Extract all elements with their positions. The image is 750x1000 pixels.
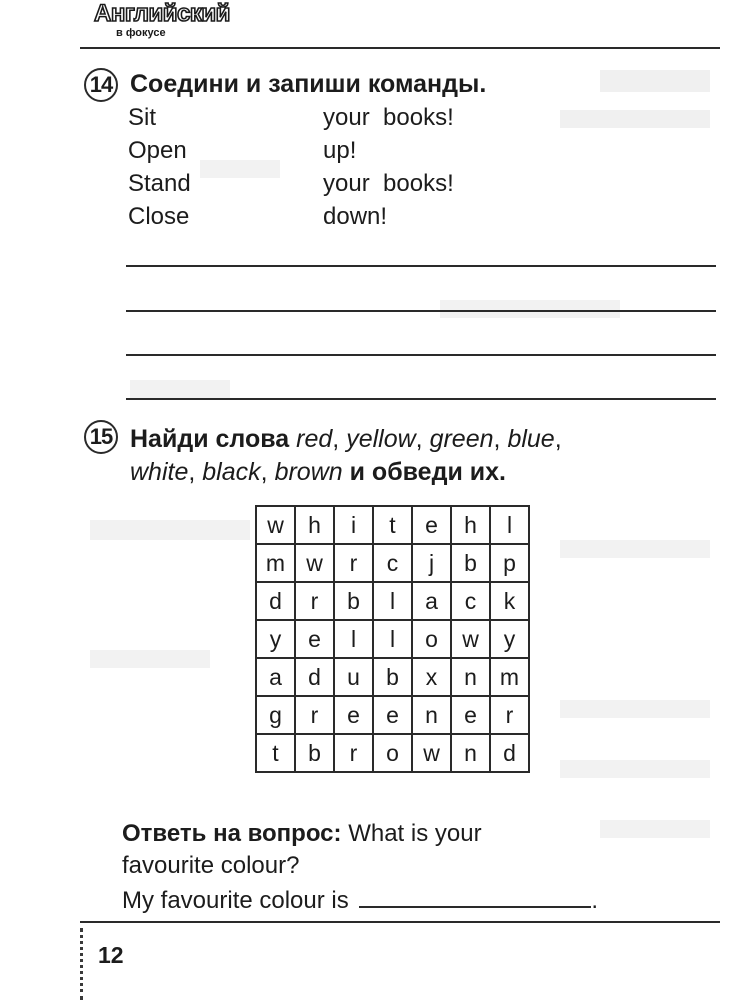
grid-cell[interactable]: e	[334, 696, 373, 734]
grid-cell[interactable]: i	[334, 506, 373, 544]
match-left-word: Stand	[128, 170, 191, 197]
grid-cell[interactable]: o	[412, 620, 451, 658]
header-divider	[80, 47, 720, 49]
grid-cell[interactable]: m	[256, 544, 295, 582]
exercise-14-title: Соедини и запиши команды.	[130, 70, 487, 98]
answer-end: .	[591, 887, 599, 914]
word-search-grid	[255, 505, 530, 773]
grid-cell[interactable]: n	[451, 734, 490, 772]
grid-row	[256, 582, 529, 620]
grid-cell[interactable]: n	[412, 696, 451, 734]
grid-cell[interactable]: l	[334, 620, 373, 658]
match-right-word: up!	[323, 137, 357, 164]
answer-write-line[interactable]	[126, 354, 716, 356]
grid-cell[interactable]: t	[373, 506, 412, 544]
grid-cell[interactable]: d	[256, 582, 295, 620]
grid-cell[interactable]: c	[451, 582, 490, 620]
grid-cell[interactable]: g	[256, 696, 295, 734]
match-right-word: your books!	[323, 170, 454, 197]
match-left-word: Sit	[128, 104, 157, 131]
grid-cell[interactable]: h	[295, 506, 334, 544]
grid-cell[interactable]: r	[334, 544, 373, 582]
grid-cell[interactable]: o	[373, 734, 412, 772]
answer-write-line[interactable]	[126, 310, 716, 312]
grid-cell[interactable]: a	[412, 582, 451, 620]
page-number: 12	[98, 942, 124, 968]
grid-cell[interactable]: j	[412, 544, 451, 582]
grid-cell[interactable]: w	[451, 620, 490, 658]
question-line-2: favourite colour?	[122, 852, 300, 879]
grid-cell[interactable]: e	[295, 620, 334, 658]
logo-subtitle: в фокусе	[116, 27, 166, 39]
grid-cell[interactable]: w	[412, 734, 451, 772]
grid-cell[interactable]: u	[334, 658, 373, 696]
grid-cell[interactable]: h	[451, 506, 490, 544]
grid-cell[interactable]: b	[334, 582, 373, 620]
grid-cell[interactable]: b	[373, 658, 412, 696]
grid-cell[interactable]: k	[490, 582, 529, 620]
grid-cell[interactable]: d	[295, 658, 334, 696]
exercise-15-number: 15	[84, 420, 118, 454]
answer-write-line[interactable]	[126, 265, 716, 267]
question-line-1	[122, 818, 482, 850]
exercise-15-instruction-line-1: Найди слова red, yellow, green, blue,	[130, 425, 562, 453]
grid-cell[interactable]: t	[256, 734, 295, 772]
grid-cell[interactable]: m	[490, 658, 529, 696]
grid-cell[interactable]: x	[412, 658, 451, 696]
grid-cell[interactable]: w	[295, 544, 334, 582]
grid-cell[interactable]: r	[490, 696, 529, 734]
grid-row	[256, 506, 529, 544]
logo-title: Английский	[94, 0, 230, 27]
instruction-lead: Найди слова	[130, 425, 290, 453]
grid-cell[interactable]: l	[373, 582, 412, 620]
series-logo	[94, 0, 230, 44]
match-right-word: your books!	[323, 104, 454, 131]
match-left-word: Open	[128, 137, 187, 164]
grid-cell[interactable]: b	[295, 734, 334, 772]
grid-cell[interactable]: d	[490, 734, 529, 772]
grid-cell[interactable]: e	[412, 506, 451, 544]
answer-write-line[interactable]	[126, 398, 716, 400]
match-left-word: Close	[128, 203, 190, 230]
grid-cell[interactable]: r	[334, 734, 373, 772]
target-word: green	[429, 425, 494, 453]
match-right-word: down!	[323, 203, 388, 230]
exercise-14-number: 14	[84, 68, 118, 102]
question-label: Ответь на вопрос:	[122, 820, 342, 847]
grid-cell[interactable]: y	[490, 620, 529, 658]
grid-row	[256, 734, 529, 772]
grid-cell[interactable]: c	[373, 544, 412, 582]
target-word: red	[296, 425, 333, 453]
grid-cell[interactable]: w	[256, 506, 295, 544]
grid-cell[interactable]: e	[373, 696, 412, 734]
grid-cell[interactable]: l	[490, 506, 529, 544]
grid-cell[interactable]: r	[295, 582, 334, 620]
target-word: brown	[274, 458, 343, 486]
grid-row	[256, 620, 529, 658]
grid-cell[interactable]: e	[451, 696, 490, 734]
answer-blank[interactable]	[359, 884, 591, 908]
grid-row	[256, 544, 529, 582]
grid-cell[interactable]: b	[451, 544, 490, 582]
target-word: yellow	[346, 425, 416, 453]
exercise-15-instruction-line-2: white, black, brown и обведи их.	[130, 458, 506, 486]
grid-cell[interactable]: y	[256, 620, 295, 658]
answer-line	[122, 884, 598, 917]
answer-prefix: My favourite colour is	[122, 887, 349, 914]
grid-cell[interactable]: p	[490, 544, 529, 582]
instruction-tail: и обведи их.	[349, 458, 506, 486]
target-word: black	[202, 458, 261, 486]
cut-line	[80, 928, 83, 1000]
grid-cell[interactable]: a	[256, 658, 295, 696]
grid-row	[256, 658, 529, 696]
grid-cell[interactable]: r	[295, 696, 334, 734]
grid-cell[interactable]: n	[451, 658, 490, 696]
footer-divider	[80, 921, 720, 923]
question-text: What is your	[348, 820, 482, 847]
grid-row	[256, 696, 529, 734]
target-word: white	[130, 458, 189, 486]
target-word: blue	[507, 425, 555, 453]
grid-cell[interactable]: l	[373, 620, 412, 658]
